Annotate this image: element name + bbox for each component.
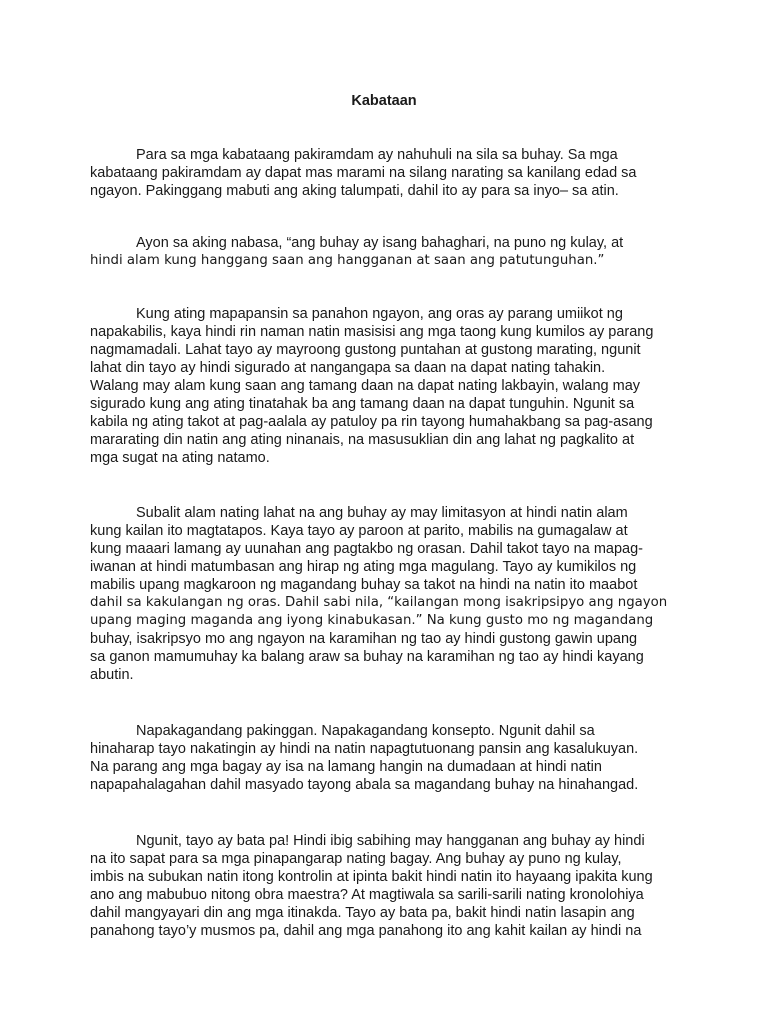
text-line: imbis na subukan natin itong kontrolin at ipinta bakit hindi natin ito hayaang ipakita kung bbox=[90, 869, 653, 885]
paragraph-2 bbox=[90, 234, 680, 270]
document-title: Kabataan bbox=[351, 93, 417, 109]
text-line: kung kailan ito magtatapos. Kaya tayo ay paroon at parito, mabilis na gumagalaw at bbox=[90, 523, 628, 539]
text-line: kabataang pakiramdam ay dapat mas marami na silang narating sa kanilang edad sa bbox=[90, 165, 637, 181]
text-line: mararating din natin ang ating ninanais, na masusuklian din ang lahat ng pagkalito at bbox=[90, 432, 635, 448]
text-line: abutin. bbox=[90, 667, 134, 683]
text-line: iwanan at hindi matumbasan ang hirap ng ating mga magulang. Tayo ay kumikilos ng bbox=[90, 559, 637, 575]
paragraph-6 bbox=[90, 832, 680, 940]
text-line: sigurado kung ang ating tinatahak ba ang tamang daan na dapat tunguhin. Ngunit sa bbox=[90, 396, 635, 412]
text-line: nagmamadali. Lahat tayo ay mayroong gustong puntahan at gustong marating, ngunit bbox=[90, 342, 641, 358]
text-line: Ngunit, tayo ay bata pa! Hindi ibig sabihing may hangganan ang buhay ay hindi bbox=[136, 833, 645, 849]
paragraph-1 bbox=[90, 146, 680, 200]
text-line: kabila ng ating takot at pag-aalala ay patuloy pa rin tayong humahakbang sa pag-asang bbox=[90, 414, 653, 430]
text-line: mga sugat na ating natamo. bbox=[90, 450, 270, 466]
paragraph-5 bbox=[90, 722, 680, 794]
text-line: ano ang mabubuo nitong obra maestra? At magtiwala sa sarili-sarili nating kronolohiya bbox=[90, 887, 644, 903]
text-line: lahat din tayo ay hindi sigurado at nangangapa sa daan na dapat nating tahakin. bbox=[90, 360, 606, 376]
text-line: Napakagandang pakinggan. Napakagandang konsepto. Ngunit dahil sa bbox=[136, 723, 595, 739]
text-line: ngayon. Pakinggang mabuti ang aking talumpati, dahil ito ay para sa inyo– sa atin. bbox=[90, 183, 619, 199]
text-line: na ito sapat para sa mga pinapangarap nating bagay. Ang buhay ay puno ng kulay, bbox=[90, 851, 622, 867]
text-line: napakabilis, kaya hindi rin naman natin masisisi ang mga taong kung kumilos ay parang bbox=[90, 324, 654, 340]
text-line: panahong tayo’y musmos pa, dahil ang mga panahong ito ang kahit kailan ay hindi na bbox=[90, 923, 642, 939]
text-line: mabilis upang magkaroon ng magandang buhay sa takot na hindi na natin ito maabot bbox=[90, 577, 638, 593]
text-line: buhay, isakripsyo mo ang ngayon na karamihan ng tao ay hindi gustong gawin upang bbox=[90, 631, 638, 647]
text-line: kung maaari lamang ay uunahan ang pagtakbo ng orasan. Dahil takot tayo na mapag- bbox=[90, 541, 643, 557]
text-line: Subalit alam nating lahat na ang buhay ay may limitasyon at hindi natin alam bbox=[136, 505, 628, 521]
text-line: Na parang ang mga bagay ay isa na lamang hangin na dumadaan at hindi natin bbox=[90, 759, 602, 775]
text-line: dahil sa kakulangan ng oras. Dahil sabi nila, “kailangan mong isakripsipyo ang ngayon bbox=[90, 595, 668, 610]
text-line: Para sa mga kabataang pakiramdam ay nahuhuli na sila sa buhay. Sa mga bbox=[136, 147, 618, 163]
text-line: Kung ating mapapansin sa panahon ngayon, ang oras ay parang umiikot ng bbox=[136, 306, 623, 322]
text-line: hinaharap tayo nakatingin ay hindi na natin napagtutuonang pansin ang kasalukuyan. bbox=[90, 741, 639, 757]
text-line: dahil mangyayari din ang mga itinakda. Tayo ay bata pa, bakit hindi natin lasapin ang bbox=[90, 905, 635, 921]
text-line: upang maging maganda ang iyong kinabukasan.” Na kung gusto mo ng magandang bbox=[90, 613, 654, 628]
text-line: napapahalagahan dahil masyado tayong abala sa magandang buhay na hinahangad. bbox=[90, 777, 639, 793]
paragraph-3 bbox=[90, 305, 680, 467]
text-line: hindi alam kung hanggang saan ang hangganan at saan ang patutunguhan.” bbox=[90, 253, 605, 268]
text-line: Ayon sa aking nabasa, “ang buhay ay isang bahaghari, na puno ng kulay, at bbox=[136, 235, 624, 251]
text-line: sa ganon mamumuhay ka balang araw sa buhay na karamihan ng tao ay hindi kayang bbox=[90, 649, 644, 665]
paragraph-4 bbox=[90, 504, 680, 684]
text-line: Walang may alam kung saan ang tamang daan na dapat nating lakbayin, walang may bbox=[90, 378, 641, 394]
